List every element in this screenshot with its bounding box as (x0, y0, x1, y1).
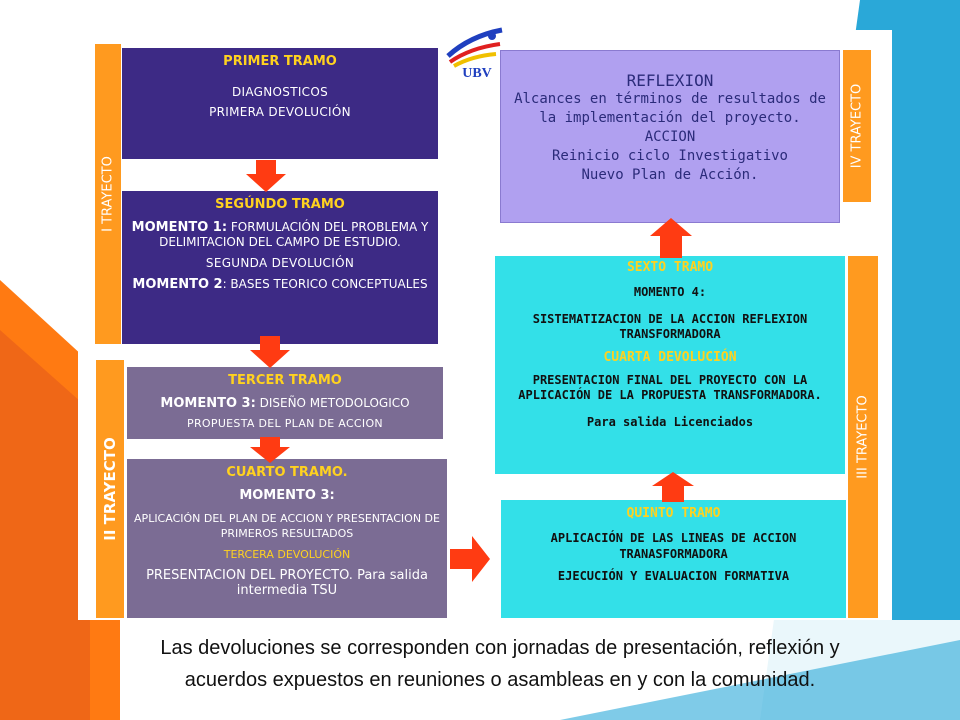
momento-2-label: MOMENTO 2 (132, 277, 223, 292)
momento-3-label: MOMENTO 3: (160, 396, 256, 411)
trayecto-i-bar (95, 44, 121, 344)
cuarto-tramo-title: CUARTO TRAMO. (226, 465, 348, 480)
trayecto-iv-label: IV TRAYECTO (849, 83, 865, 169)
caption-line-2: acuerdos expuestos en reuniones o asambleas en y con la comunidad. (184, 669, 816, 691)
primer-tramo-box (122, 48, 438, 159)
reinicio-ciclo: Reinicio ciclo Investigativo (551, 148, 788, 164)
cuarto-momento-3-label: MOMENTO 3: (239, 488, 335, 503)
momento-1-text: FORMULACIÓN DEL PROBLEMA Y DELIMITACION DEL CAMPO DE ESTUDIO. (159, 220, 429, 249)
accion-title: ACCION (644, 129, 696, 145)
salida-licenciados: Para salida Licenciados (586, 415, 754, 429)
quinto-tramo-line2: EJECUCIÓN Y EVALUACION FORMATIVA (557, 569, 790, 583)
sistematizacion-text: SISTEMATIZACION DE LA ACCION REFLEXION TRANSFORMADORA (532, 312, 808, 341)
trayecto-ii-label: II TRAYECTO (101, 437, 119, 541)
primer-tramo-title: PRIMER TRAMO (223, 54, 337, 69)
momento-4-label: MOMENTO 4: (633, 285, 707, 299)
cuarto-tramo-box (127, 459, 447, 618)
trayecto-i-label: I TRAYECTO (100, 156, 116, 232)
primer-tramo-line2: PRIMERA DEVOLUCIÓN (209, 105, 351, 119)
segunda-devolucion: SEGUNDA DEVOLUCIÓN (205, 256, 355, 270)
sexto-tramo-box (495, 256, 845, 474)
reflexion-title: REFLEXION (626, 71, 714, 90)
tercera-devolucion: TERCERA DEVOLUCIÓN (223, 548, 351, 561)
quinto-tramo-box (501, 500, 846, 618)
trayecto-iv-bar (843, 50, 871, 202)
momento-3-text: DISEÑO METODOLOGICO (255, 396, 410, 410)
momento-2-text: : BASES TEORICO CONCEPTUALES (222, 277, 428, 291)
reflexion-alcances: Alcances en términos de resultados de la implementación del proyecto. (514, 91, 826, 126)
trayecto-iii-bar (848, 256, 878, 618)
tercer-tramo-title: TERCER TRAMO (228, 373, 342, 388)
arrow-right-icon (450, 536, 490, 582)
presentacion-final-text: PRESENTACION FINAL DEL PROYECTO CON LA APLICACIÓN DE LA PROPUESTA TRANSFORMADORA. (518, 373, 822, 402)
arrow-down-icon (250, 437, 290, 463)
segundo-tramo-box (122, 191, 438, 344)
cuarto-tramo-text: APLICACIÓN DEL PLAN DE ACCION Y PRESENTACION DE PRIMEROS RESULTADOS (134, 512, 440, 540)
arrow-up-icon (652, 472, 694, 502)
nuevo-plan: Nuevo Plan de Acción. (581, 167, 759, 183)
arrow-up-icon (650, 218, 692, 258)
quinto-tramo-line1: APLICACIÓN DE LAS LINEAS DE ACCION TRANASFORMADORA (550, 531, 797, 561)
tercer-tramo-line2: PROPUESTA DEL PLAN DE ACCION (187, 417, 383, 430)
primer-tramo-line1: DIAGNOSTICOS (231, 85, 329, 99)
trayecto-ii-bar (96, 360, 124, 618)
sexto-tramo-title: SEXTO TRAMO (626, 260, 714, 275)
segundo-tramo-title: SEGÚNDO TRAMO (215, 197, 345, 212)
momento-1-label: MOMENTO 1: (131, 220, 228, 235)
presentacion-proyecto: PRESENTACION DEL PROYECTO. Para salida intermedia TSU (146, 568, 428, 598)
logo-text: UBV (462, 66, 492, 81)
reflexion-box (500, 50, 840, 223)
quinto-tramo-title: QUINTO TRAMO (626, 506, 721, 521)
arrow-down-icon (250, 336, 290, 368)
arrow-down-icon (246, 160, 286, 192)
trayecto-iii-label: III TRAYECTO (855, 395, 871, 479)
cuarta-devolucion: CUARTA DEVOLUCIÓN (603, 350, 737, 365)
caption-line-1: Las devoluciones se corresponden con jornadas de presentación, reflexión y (160, 637, 840, 659)
tercer-tramo-box (127, 367, 443, 439)
